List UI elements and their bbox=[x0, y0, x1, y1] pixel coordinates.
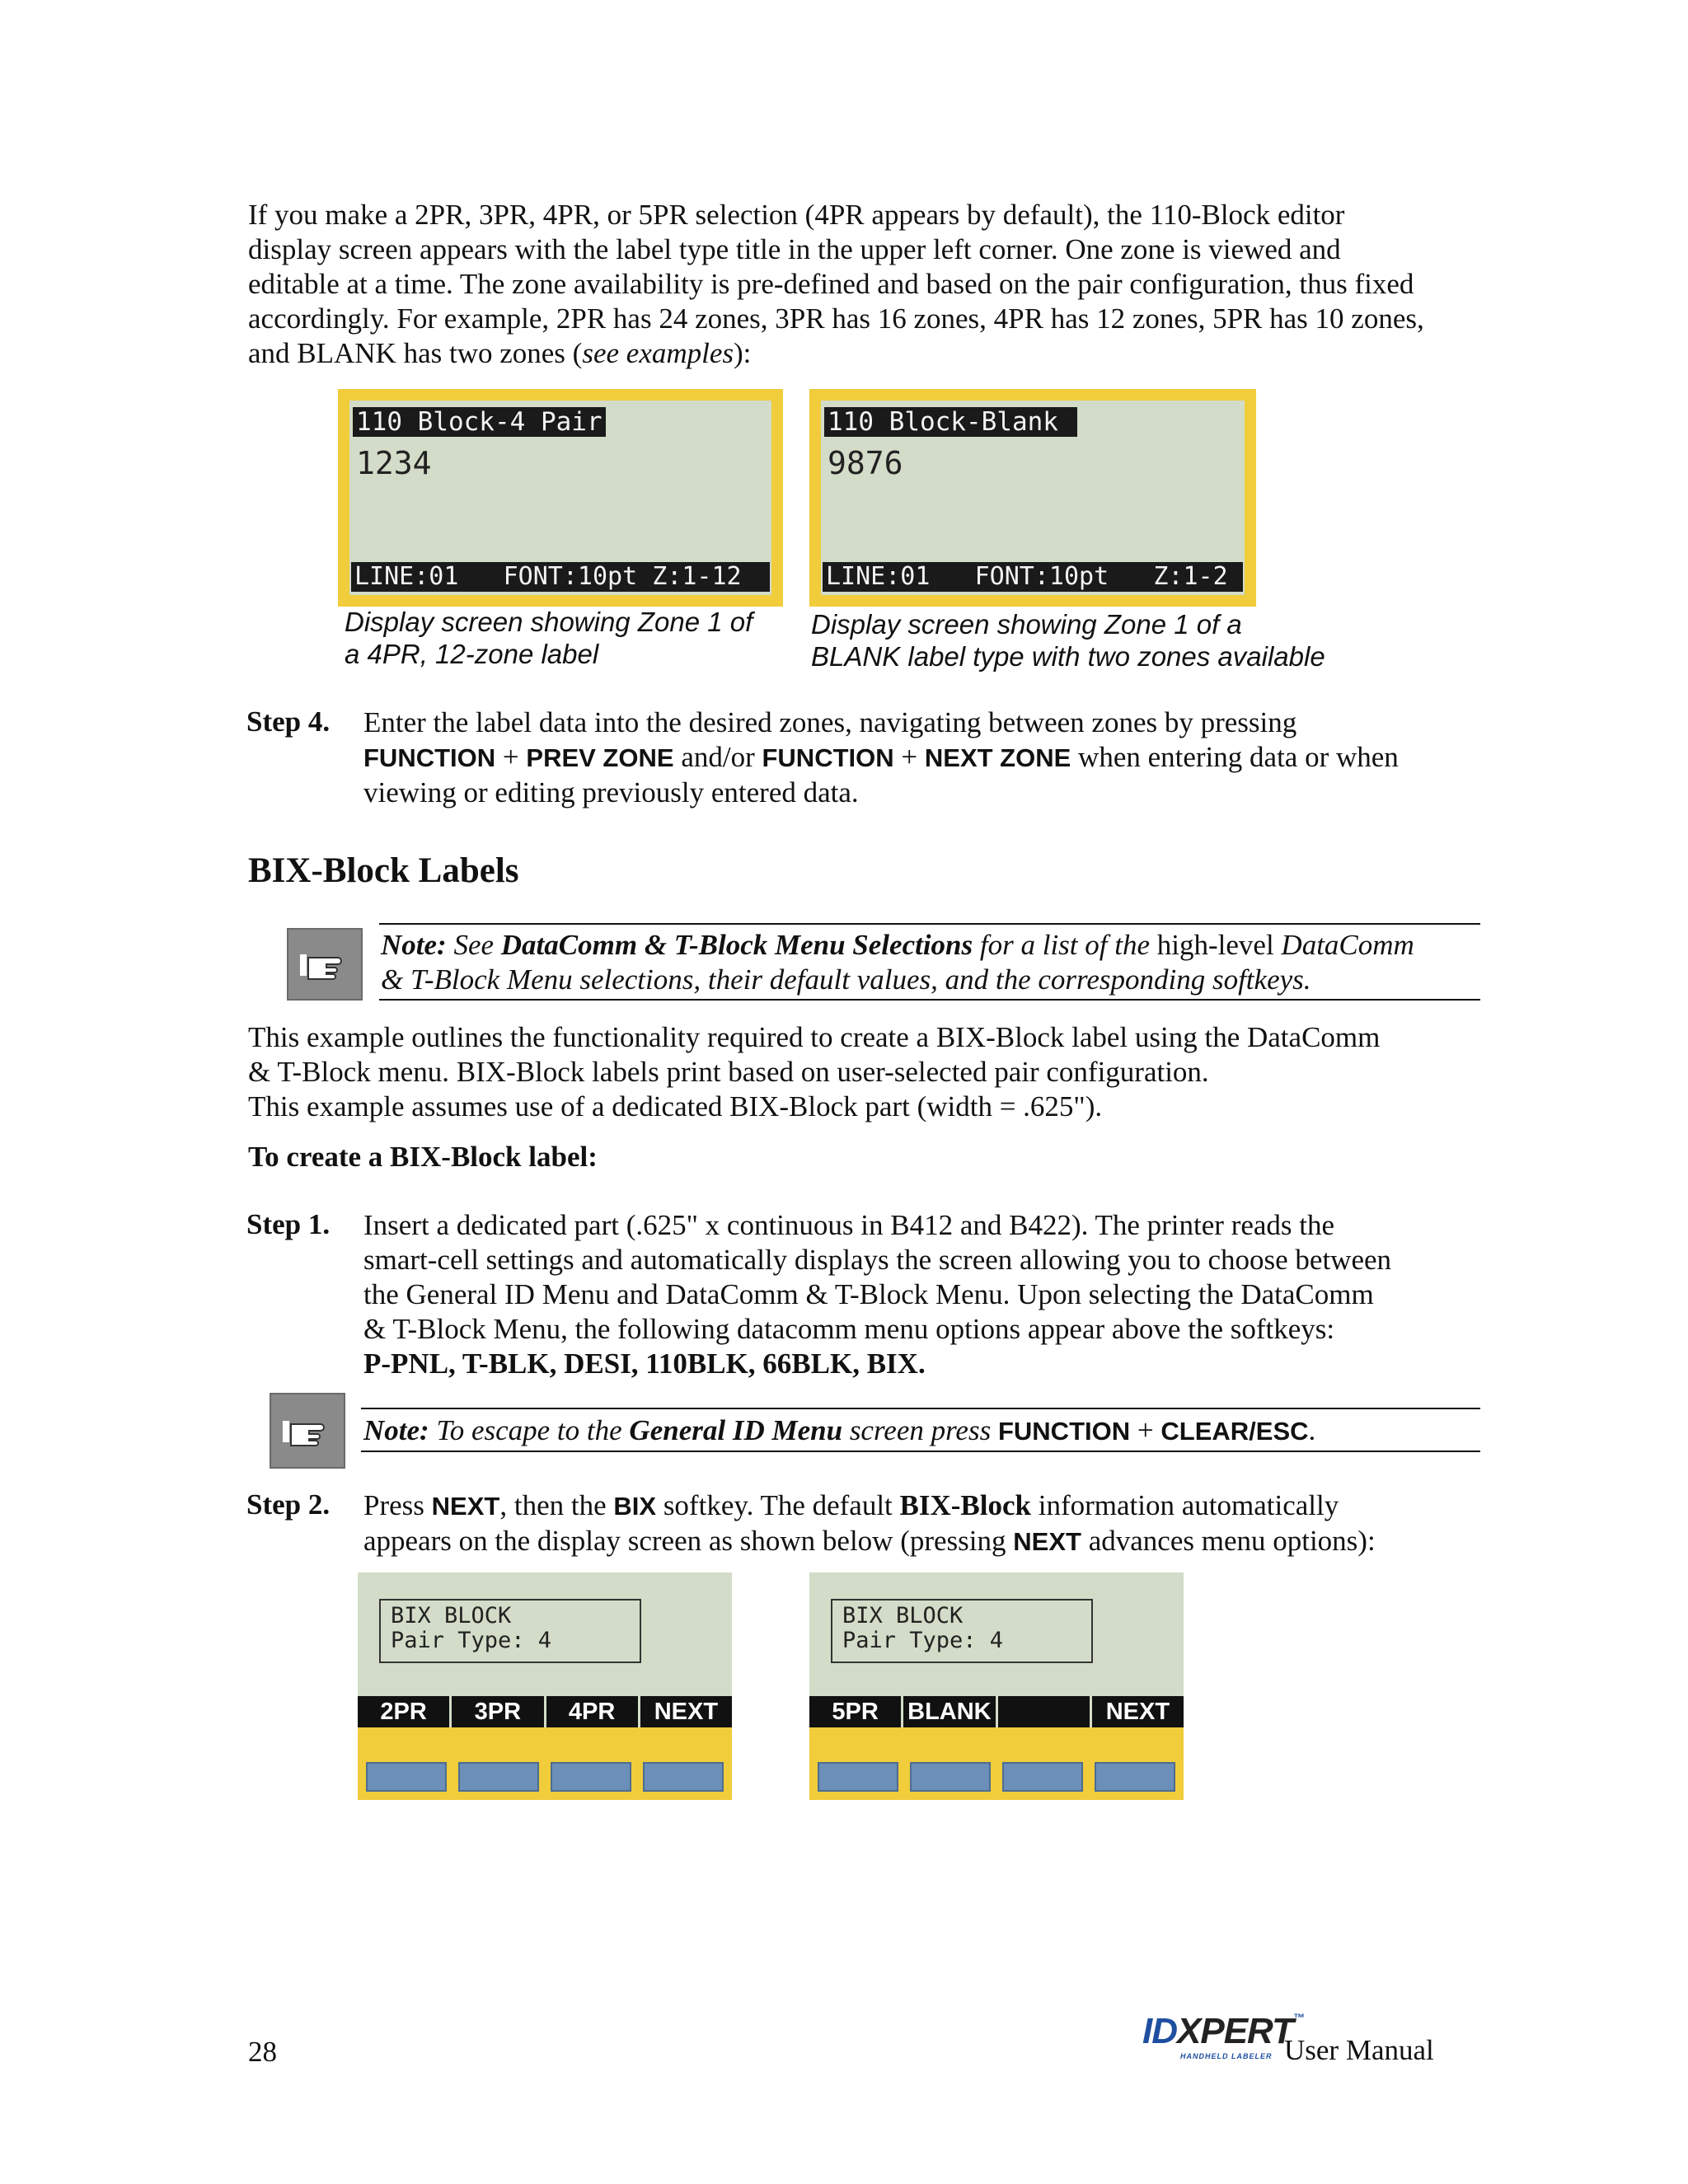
screen-title: 110 Block-Blank bbox=[824, 407, 1077, 437]
intro-line: display screen appears with the label type title in the upper left corner. One zone is viewed and bbox=[248, 233, 1341, 265]
softkey-button[interactable] bbox=[643, 1762, 724, 1792]
step-4-body: Enter the label data into the desired zones, navigating between zones by pressing FUNCTION + PREV ZONE and/or FUNCTION + NEXT ZONE when entering data or when viewing or editing previously entered data. bbox=[363, 706, 1399, 808]
softkey-button[interactable] bbox=[366, 1762, 447, 1792]
manual-title: User Manual bbox=[1284, 2034, 1434, 2066]
step-2-label: Step 2. bbox=[246, 1488, 331, 1521]
section-title: BIX-Block Labels bbox=[248, 851, 519, 890]
idxpert-logo: IDXPERT™ HANDHELD LABELER bbox=[1142, 2011, 1304, 2060]
lcd-screen bbox=[349, 401, 771, 595]
softkey-4pr[interactable]: 4PR bbox=[546, 1696, 640, 1727]
intro-line: editable at a time. The zone availability is pre-defined and based on the pair configuration, thus fixed bbox=[248, 268, 1414, 300]
softkey-button[interactable] bbox=[1095, 1762, 1175, 1792]
pointing-hand-icon bbox=[287, 928, 363, 1001]
step-4-label: Step 4. bbox=[246, 705, 331, 738]
procedure-heading: To create a BIX-Block label: bbox=[248, 1141, 598, 1173]
intro-line: accordingly. For example, 2PR has 24 zones, 3PR has 16 zones, 4PR has 12 zones, 5PR has 10 zones, bbox=[248, 302, 1424, 335]
bix-display-panel bbox=[358, 1572, 732, 1696]
display-screen-4pair bbox=[338, 389, 783, 607]
screen-status-bar: LINE:01 FONT:10pt Z:1-12 bbox=[351, 562, 770, 592]
softkey-empty[interactable] bbox=[998, 1696, 1092, 1727]
step-2-body: Press NEXT, then the BIX softkey. The default BIX-Block information automatically appears on the display screen as shown below (pressing NEXT advances menu options): bbox=[363, 1489, 1376, 1557]
screen-caption: Display screen showing Zone 1 of a 4PR, 12-zone label bbox=[345, 607, 753, 669]
note-top-rule bbox=[361, 1408, 1480, 1409]
step-1-label: Step 1. bbox=[246, 1208, 331, 1240]
softkey-blank[interactable]: BLANK bbox=[903, 1696, 997, 1727]
screen-status-bar: LINE:01 FONT:10pt Z:1-2 bbox=[823, 562, 1243, 592]
softkey-next[interactable]: NEXT bbox=[654, 1698, 719, 1725]
softkey-button[interactable] bbox=[458, 1762, 539, 1792]
screen-value: 1234 bbox=[356, 445, 432, 481]
pointing-hand-icon bbox=[270, 1393, 345, 1469]
note-1: Note: See DataComm & T-Block Menu Selections for a list of the high-level DataComm & T-Block Menu selections, their default values, and the corresponding softkeys. bbox=[381, 929, 1414, 996]
keypad-strip bbox=[358, 1727, 732, 1800]
softkey-button[interactable] bbox=[1002, 1762, 1083, 1792]
bix-display-panel bbox=[809, 1572, 1184, 1696]
lcd-screen bbox=[821, 401, 1245, 595]
display-screen-blank bbox=[809, 389, 1256, 607]
softkey-2pr[interactable]: 2PR bbox=[358, 1696, 452, 1727]
note-top-rule bbox=[379, 923, 1480, 925]
step-1-body: Insert a dedicated part (.625" x continuous in B412 and B422). The printer reads the smart-cell settings and automatically displays the screen allowing you to choose between the General ID Menu and DataComm & T-Block Menu. Upon selecting the DataComm & T-Block Menu, the following datacomm menu options appear above the softkeys: P-PNL, T-BLK, DESI, 110BLK, 66BLK, BIX. bbox=[363, 1209, 1392, 1380]
bix-intro-paragraph: This example outlines the functionality required to create a BIX-Block label using the DataComm & T-Block menu. BIX-Block labels print based on user-selected pair configuration. This example assumes use of a dedicated BIX-Block part (width = .625"). bbox=[248, 1021, 1381, 1122]
intro-line: and BLANK has two zones (see examples): bbox=[248, 337, 752, 369]
keypad-strip bbox=[809, 1727, 1184, 1800]
softkey-button[interactable] bbox=[551, 1762, 631, 1792]
softkey-3pr[interactable]: 3PR bbox=[452, 1696, 546, 1727]
screen-value: 9876 bbox=[828, 445, 903, 481]
softkey-5pr[interactable]: 5PR bbox=[809, 1696, 903, 1727]
softkey-next[interactable]: NEXT bbox=[1105, 1698, 1170, 1725]
screen-caption: Display screen showing Zone 1 of a BLANK label type with two zones available bbox=[811, 609, 1325, 672]
softkey-bar bbox=[809, 1696, 1184, 1727]
note-bottom-rule bbox=[379, 999, 1480, 1001]
intro-line: If you make a 2PR, 3PR, 4PR, or 5PR selection (4PR appears by default), the 110-Block editor bbox=[248, 199, 1345, 231]
softkey-button[interactable] bbox=[910, 1762, 991, 1792]
intro-paragraph bbox=[248, 198, 1501, 371]
note-bottom-rule bbox=[361, 1451, 1480, 1452]
screen-title: 110 Block-4 Pair bbox=[353, 407, 606, 437]
page-number: 28 bbox=[248, 2036, 277, 2068]
softkey-button[interactable] bbox=[818, 1762, 898, 1792]
bix-info-box: BIX BLOCK Pair Type: 4 bbox=[379, 1599, 641, 1663]
note-2: Note: To escape to the General ID Menu screen press FUNCTION + CLEAR/ESC. bbox=[363, 1414, 1316, 1446]
bix-info-box: BIX BLOCK Pair Type: 4 bbox=[831, 1599, 1093, 1663]
softkey-bar bbox=[358, 1696, 732, 1727]
